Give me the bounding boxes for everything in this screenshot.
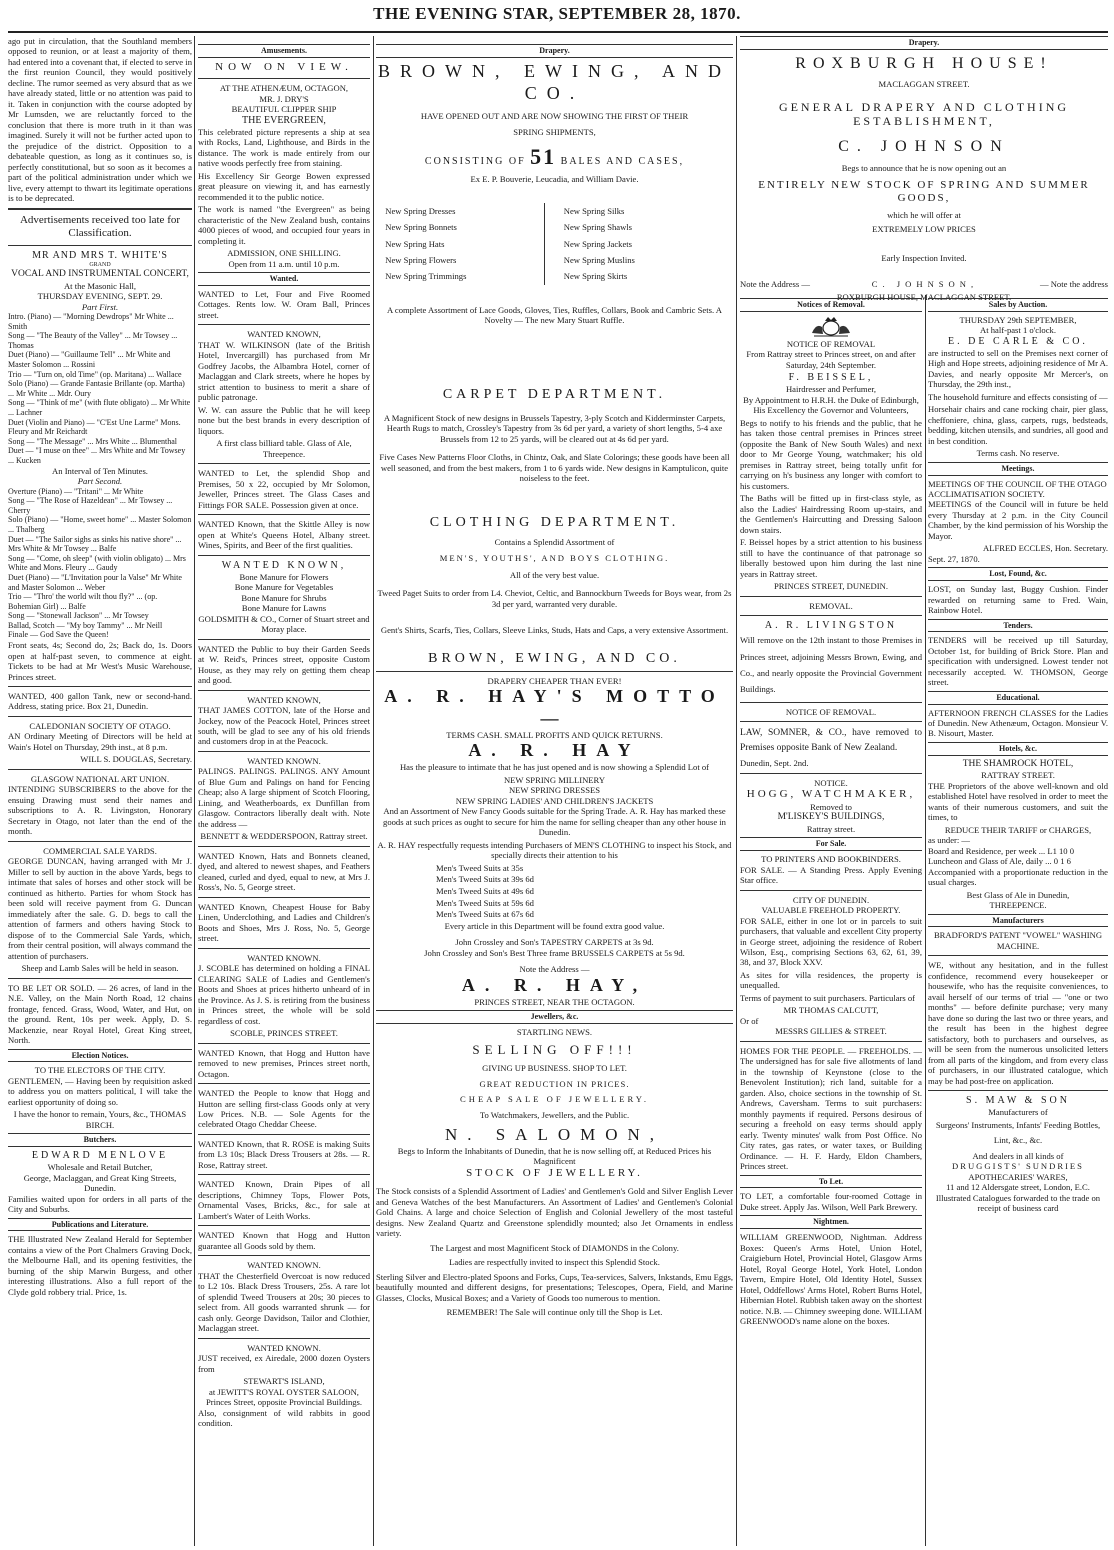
crossley-tapestry: John Crossley and Son's TAPESTRY CARPETS at 3s 9d. <box>455 937 654 948</box>
mens-clothing: MEN'S, YOUTHS', AND BOYS CLOTHING. <box>439 553 670 564</box>
reduction-text: Accompanied with a proportionate reduction in the usual charges. <box>928 866 1108 888</box>
beissel-text-2: The Baths will be fitted up in first-class style, as also the Ladies' Hairdressing Room up-stairs, and the Gentlemen's Haircutting and Dressing Saloon down stairs. <box>740 493 922 535</box>
beissel-appointment: By Appointment to H.R.H. the Duke of Edinburgh, His Excellency the Governor and Volunteers, <box>743 394 919 416</box>
commercial-notice: GEORGE DUNCAN, having arranged with Mr J. Miller to sell by auction in the above Yards, begs to intimate that sales of horses and other stock will be continued as hitherto. Parties for whom Stock has been sold will receive payment from G. Duncan immediately after the sale. G. D. begs to call the attention of farmers and others having Stock to dispose of to the Commercial Sale Yards, which, from their central position, will always command the attention of purchasers. <box>8 856 192 961</box>
or-of: Or of <box>740 1015 759 1026</box>
wilkinson-ad-3: A first class billiard table. Glass of Ale, Threepence. <box>216 438 352 459</box>
shamrock-text: THE Proprietors of the above well-known and old established Hotel have resolved in order to meet the wants of their numerous customers, and suit the times, to <box>928 780 1108 823</box>
threepence: THREEPENCE. <box>989 900 1047 911</box>
eccles-signature: ALFRED ECCLES, Hon. Secretary. <box>983 543 1108 554</box>
hogg-name: HOGG, WATCHMAKER, <box>746 788 916 801</box>
shipments-ex: Ex E. P. Bouverie, Leucadia, and William Davie. <box>470 174 639 185</box>
concert-date: THURSDAY EVENING, SEPT. 29. <box>37 291 163 302</box>
note-address-row <box>740 279 1108 289</box>
de-carle-text: are instructed to sell on the Premises next corner of High and Hope streets, adjoining residence of Mr A. Davies, and nearly opposite Mr Mercer's, on Thursday, the 29th inst., <box>928 347 1108 390</box>
hay-text-3: A. R. HAY respectfully requests intending Purchasers of MEN'S CLOTHING to inspect his Stock, and specially directs their attention to his <box>377 839 732 861</box>
best-ale: Best Glass of Ale in Dunedin, <box>966 889 1070 900</box>
section-header: Tenders. <box>928 619 1108 633</box>
glasgow-heading: GLASGOW NATIONAL ART UNION. <box>30 773 170 784</box>
evergreen-p2: His Excellency Sir George Bowen expressed great pleasure on viewing it, and has earnestly recommended it to the public notice. <box>198 170 370 202</box>
wanted-ad: WANTED Known, Drain Pipes of all descriptions, Chimney Tops, Flower Pots, Ornamental Vases, Bricks, &c., for sale at Lambert's Water of Leith Works. <box>198 1179 370 1221</box>
menlove-trade: Wholesale and Retail Butcher, <box>47 1162 153 1173</box>
section-header: Election Notices. <box>8 1049 192 1063</box>
section-header: Publications and Literature. <box>8 1218 192 1232</box>
column-divider <box>373 36 374 1546</box>
crossley-brussels: John Crossley and Son's Best Three frame BRUSSELS CARPETS at 5s 9d. <box>424 947 685 958</box>
printers-heading: TO PRINTERS AND BOOKBINDERS. <box>761 854 901 865</box>
wanted-ad: WANTED Known, Cheapest House for Baby Linen, Underclothing, and Ladies and Children's Boots and Shoes, Mrs J. Ross, No. 5, George street. <box>198 901 370 944</box>
column-1 <box>8 36 192 1546</box>
dry: MR. J. DRY'S <box>259 93 309 104</box>
removal-heading: REMOVAL. <box>809 600 853 611</box>
clipper: BEAUTIFUL CLIPPER SHIP <box>231 104 337 115</box>
section-header: Lost, Found, &c. <box>928 567 1108 581</box>
programme-part-1: Intro. (Piano) — "Morning Dewdrops" Mr White ... Smith Song — "The Beauty of the Valley" ... Mr Towsey ... Thomas Duet (Piano) — "Guillaume Tell" ... Mr White and Master Solomon ... Rossini Trio — "Turn on, old Time" (op. Maritana) ... Wallace Solo (Piano) — Grande Fantasie Brillante (op. Martha) ... Mr White ... Mdr. Oury Song — "Think of me" (with flute obligato) ... Mr White ... Lachner Duet (Violin and Piano) — "C'Est Une Larme" Mons. Fleury and Mr Reichardt Song — "The Message" ... Mrs White ... Blumenthal Duet — "I muse on thee" ... Mrs White and Mr Towsey ... Kucken <box>8 312 191 465</box>
electors-notice: GENTLEMEN, — Having been by requisition asked to address you on matters political, I will take the earliest opportunity of doing so. <box>8 1075 192 1107</box>
tender-notice: TENDERS will be received up till Saturday, October 1st, for building of Brick Store. Plan and specification with undersigned. Lowest tender not necessarily accepted. W. THOMSON, George street. <box>928 635 1108 688</box>
section-header: Butchers. <box>8 1133 192 1147</box>
carpet-text: A Magnificent Stock of new designs in Brussels Tapestry, 3-ply Scotch and Kidderminster Carpets, Hearth Rugs to match, Crossley's Tapestry from 3s 6d per yard, a variety of short lengths, 5-4 axe Brussels from 12 to 25 yards, will be cleared out at 4s 6d per yard. <box>383 412 726 444</box>
bradford-heading: BRADFORD'S PATENT "VOWEL" WASHING MACHINE. <box>933 930 1103 951</box>
great-reduction: GREAT REDUCTION IN PRICES. <box>479 1078 630 1089</box>
electors-heading: TO THE ELECTORS OF THE CITY. <box>34 1065 166 1076</box>
wanted-ad: WANTED Known, that the Skittle Alley is now open at White's Queens Hotel, Albany street. Wines, Spirits, and Beer of the first qualities. <box>198 519 370 551</box>
startling-news: STARTLING NEWS. <box>516 1026 593 1037</box>
column-divider <box>194 36 195 1546</box>
interval: An Interval of Ten Minutes. <box>52 465 148 476</box>
section-header: Jewellers, &c. <box>376 1010 733 1024</box>
luncheon-rate: Luncheon and Glass of Ale, daily ... 0 1 6 <box>928 856 1071 867</box>
begs-announce: Begs to announce that he is now opening out an <box>841 162 1007 173</box>
drapery-cheaper: DRAPERY CHEAPER THAN EVER! <box>487 675 622 686</box>
masthead: THE EVENING STAR, SEPTEMBER 28, 1870. <box>373 4 741 23</box>
spring-lists <box>376 203 733 285</box>
new-stock: ENTIRELY NEW STOCK OF SPRING AND SUMMER GOODS, <box>758 179 1090 205</box>
note-address-left: Note the Address — <box>740 279 810 290</box>
column-divider <box>736 36 737 1546</box>
greenwood-ad: WILLIAM GREENWOOD, Nightman. Address Boxes: Queen's Arms Hotel, Union Hotel, Craigieburn Hotel, Provincial Hotel, Glasgow Arms Hotel, Royal George Hotel, York Hotel, London Tavern, Empire Hotel, Old Identity Hotel, Sussex Hotel, Oddfellows' Arms Hotel, Robert Burns Hotel, Hibernian Hotel. Rubbish taken away on the shortest notice. N.B. — Chimney sweeping done. WILLIAM GREENWOOD's name alone on the boxes. <box>740 1232 922 1327</box>
wilkinson-ad: THAT W. WILKINSON (late of the British Hotel, Invercargill) has purchased from Mr Godfrey Jacobs, the Albambra Hotel, corner of Maclaggan and Clark streets, where he hopes by strict attention to business to merit a share of public patronage. <box>198 339 370 403</box>
wanted-known-heading: WANTED KNOWN. <box>247 1342 321 1353</box>
section-header: Hotels, &c. <box>928 742 1108 756</box>
eccles-date: Sept. 27, 1870. <box>928 553 980 564</box>
auction-time: At half-past 1 o'clock. <box>979 325 1056 336</box>
notice-heading: NOTICE. <box>814 777 848 788</box>
concert-grand: GRAND <box>89 261 111 268</box>
beissel-name: F. BEISSEL, <box>788 372 874 384</box>
brown-ewing-heading: BROWN, EWING, AND CO. <box>378 60 731 103</box>
masthead-rule <box>8 31 1108 33</box>
evergreen-p3: The work is named "the Evergreen" as being characteristic of the New Zealand bush, contains 4000 pieces of wood, and occupied four years in completing it. <box>198 204 370 246</box>
concert-footer: Front seats, 4s; Second do, 2s; Back do, 1s. Doors open at half-past seven, to commence at eight. Tickets to be had at Mr West's Music Warehouse, Princes street. <box>8 640 192 682</box>
column-4 <box>740 295 922 1546</box>
cheap-sale: CHEAP SALE OF JEWELLERY. <box>460 1094 649 1105</box>
beissel-trade: Hairdresser and Perfumer, <box>785 384 877 395</box>
reduce-tariff: REDUCE THEIR TARIFF or CHARGES, <box>944 824 1092 835</box>
brown-ewing-footer: BROWN, EWING, AND CO. <box>428 650 681 666</box>
wanted-ad: WANTED the People to know that Hogg and Hutton are selling first-class Goods only at very Low Prices. N.B. — Sole Agents for the celebrated Otago Cheddar Cheese. <box>198 1088 370 1130</box>
bales-count: 51 <box>530 143 557 169</box>
law-somner-date: Dunedin, Sept. 2nd. <box>740 758 809 769</box>
consisting-line <box>376 144 733 171</box>
section-header: Educational. <box>928 691 1108 705</box>
salomon-text: The Stock consists of a Splendid Assortment of Ladies' and Gentlemen's Gold and Silver English Lever and Geneva Watches of the best Manufacturers. An Assortment of Ladies' and Gentlemen's Colonial Gold Chains. A large and choice Selection of English and Colonial Jewellery of the most tasteful designs. New Zealand Quartz and Greenstone splendidly mounted; also Jet Ornaments in endless variety. <box>376 1186 733 1239</box>
wanted-ad: WANTED Known, Hats and Bonnets cleaned, dyed, and altered to newest shapes, and Feathers cleaned, curled and dyed, equal to new, at Mrs J. Ross's, No. 5, George street. <box>198 850 370 893</box>
evergreen-p1: This celebrated picture represents a ship at sea with Rocks, Land, Lighthouse, and Birds in the distance. The work is made entirely from our native woods perfectly free from staining. <box>198 126 370 169</box>
wanted-tank-ad: WANTED, 400 gallon Tank, new or second-hand. Address, stating price. Box 21, Dunedin. <box>8 691 192 712</box>
general-drapery: GENERAL DRAPERY AND CLOTHING ESTABLISHMENT, <box>778 99 1070 129</box>
consisting-label: CONSISTING OF <box>424 155 526 167</box>
giving-up: GIVING UP BUSINESS. SHOP TO LET. <box>482 1063 627 1074</box>
wanted-ad: WANTED to Let, Four and Five Roomed Cottages. Rents low. W. Oram Ball, Princes street. <box>198 288 370 320</box>
royal-crest-icon <box>808 315 854 337</box>
rabbits: Also, consignment of wild rabbits in good condition. <box>198 1407 370 1429</box>
athenaeum: AT THE ATHENÆUM, OCTAGON, <box>219 83 349 94</box>
removed-to: Removed to <box>810 801 852 812</box>
french-classes: AFTERNOON FRENCH CLASSES for the Ladies of Dunedin. New Athenæum, Octagon. Monsieur V. B. Nisourt, Master. <box>928 707 1108 739</box>
carpet-heading: CARPET DEPARTMENT. <box>442 386 667 402</box>
spring-list-b: New Spring Silks New Spring Shawls New Spring Jackets New Spring Muslins New Spring Skirts <box>563 205 635 282</box>
de-carle-name: E. DE CARLE & CO. <box>948 335 1088 347</box>
de-carle-text-3: Horsehair chairs and cane rocking chair, pier glass, cheffoniere, china, glass, carpets, rugs, bedsteads, bedding, kitchen utensils, and sundries, all good and in best condition. <box>928 404 1108 446</box>
wanted-ad: WANTED to Let, the splendid Shop and Premises, 50 x 22, occupied by Mr Solomon, Jeweller, Princes street. The Glass Cases and Fittings FOR SALE. Possession given at once. <box>198 468 370 510</box>
hay-items: NEW SPRING MILLINERY NEW SPRING DRESSES NEW SPRING LADIES' AND CHILDREN'S JACKETS <box>455 774 654 806</box>
concert-venue: At the Masonic Hall, <box>63 280 137 291</box>
bradford-text: WE, without any hesitation, and in the fullest confidence, recommend every housekeeper or housewife, who has the requisite conveniences, to avail herself of our terms of trial — "one or two months" — before definite purchase; very many have done so during the last two or three years, and the result has been in the highest degree satisfactory, both to purchasers and ourselves, as will be seen from the numerous unsolicited letters from all parts of the kingdom, and from every class of purchasers, in our illustrated catalogue, which may be had post-free on application. <box>928 960 1108 1086</box>
diamonds: The Largest and most Magnificent Stock of DIAMONDS in the Colony. <box>430 1242 679 1253</box>
wanted-ad: WANTED the Public to buy their Garden Seeds at W. Reid's, Princes street, opposite Custom House, as they may rely on getting them cheap and good. <box>198 643 370 686</box>
rattray-street: Rattray street. <box>806 823 856 834</box>
goldsmith-signature: GOLDSMITH & CO., Corner of Stuart street and Moray place. <box>198 613 370 635</box>
to-let-cottage: TO LET, a comfortable four-roomed Cottage in Duke street. Apply Jas. Wilson, Well Park Brewery. <box>740 1191 922 1212</box>
commercial-footer: Sheep and Lamb Sales will be held in season. <box>21 963 179 974</box>
druggists-sundries: DRUGGISTS' SUNDRIES <box>952 1161 1084 1172</box>
remember: REMEMBER! The Sale will continue only till the Shop is Let. <box>446 1307 663 1318</box>
hay-name: A. R. HAY <box>468 740 641 761</box>
early-inspection: Early Inspection Invited. <box>881 252 967 263</box>
scoble-signature: SCOBLE, PRINCES STREET. <box>230 1028 338 1039</box>
de-carle-text-2: The household furniture and effects consisting of — <box>928 391 1108 402</box>
selling-off: SELLING OFF!!! <box>472 1042 637 1058</box>
concert-title: MR AND MRS T. WHITE'S <box>32 249 168 261</box>
calcutt: MR THOMAS CALCUTT, <box>783 1005 879 1016</box>
maw-name: S. MAW & SON <box>966 1095 1070 1107</box>
bone-manure-list: Bone Manure for Flowers Bone Manure for Vegetables Bone Manure for Shrubs Bone Manure for Lawns <box>234 571 334 614</box>
wanted-known-heading: WANTED KNOWN, <box>247 329 321 340</box>
commercial-heading: COMMERCIAL SALE YARDS. <box>43 845 157 856</box>
part-first: Part First. <box>81 301 119 312</box>
gents-text: Gent's Shirts, Scarfs, Ties, Collars, Sleeve Links, Studs, Hats and Caps, a very extensive Assortment. <box>380 625 729 636</box>
section-header: Notices of Removal. <box>740 298 922 312</box>
low-prices: EXTREMELY LOW PRICES <box>872 224 976 235</box>
law-somner-text: LAW, SOMNER, & CO., have removed to Premises opposite Bank of New Zealand. <box>740 728 922 754</box>
caledonian-signature: WILL S. DOUGLAS, Secretary. <box>80 754 192 765</box>
section-header: To Let. <box>740 1175 922 1189</box>
wanted-known-heading: WANTED KNOWN, <box>221 559 347 571</box>
section-header: Sales by Auction. <box>928 298 1108 312</box>
lace-goods: A complete Assortment of Lace Goods, Gloves, Ties, Ruffles, Collars, Book and Cambric Sets. A Novelty — The new Mary Stuart Ruffle. <box>387 304 722 326</box>
roxburgh-house-ad <box>740 36 1108 302</box>
catalogues: Illustrated Catalogues forwarded to the trade on receipt of business card <box>935 1192 1101 1214</box>
tweed-text: Tweed Paget Suits to order from L4. Cheviot, Celtic, and Bannockburn Tweeds for Boys wear, from 2s 3d per yard, warranted very durable. <box>377 588 732 609</box>
hay-intro: Has the pleasure to intimate that he has just opened and is now showing a Splendid Lot of <box>399 762 710 773</box>
cotton-ad: THAT JAMES COTTON, late of the Horse and Jockey, now of the Peacock Hotel, Princes street south, will be glad to see any of his old friends and customers drop in at the Peacock. <box>198 705 370 747</box>
best-value: All of the very best value. <box>509 569 600 580</box>
hay-motto: A. R. HAY'S MOTTO — <box>384 686 725 729</box>
hay-name-2: A. R. HAY, <box>461 974 648 995</box>
hay-text-4: Every article in this Department will be found extra good value. <box>444 920 665 931</box>
johnson-name: C. JOHNSON <box>838 138 1010 155</box>
note-address: Note the Address — <box>519 964 590 975</box>
part-second: Part Second. <box>77 476 123 487</box>
wanted-known-heading: WANTED KNOWN. <box>247 1260 321 1271</box>
mliskey-buildings: M'LISKEY'S BUILDINGS, <box>777 812 885 823</box>
concert-subtitle: VOCAL AND INSTRUMENTAL CONCERT, <box>11 269 189 280</box>
maw-sub: Manufacturers of <box>988 1107 1048 1118</box>
sterling-silver: Sterling Silver and Electro-plated Spoons and Forks, Cups, Tea-services, Salvers, Inkstands, Emu Eggs, beautifully mounted and different designs, for presentations; Telescopes, Opera, Field, and Marine Glasses, Clocks, Musical Boxes; and a Variety of Goods too numerous to mention. <box>376 1271 733 1303</box>
opened-line: HAVE OPENED OUT AND ARE NOW SHOWING THE FIRST OF THEIR <box>420 110 689 121</box>
programme-part-2: Overture (Piano) — "Tritani" ... Mr White Song — "The Rose of Hazeldean" ... Mr Towsey ... Cherry Solo (Piano) — "Home, sweet home" ... Master Solomon ... Thalberg Duet — "The Sailor sighs as sinks his native shore" ... Mrs White & Mr Towsey ... Balfe Song — "Come, oh sleep" (with violin obligato) ... Mrs White and Mons. Fleury ... Gaudy Duet (Piano) — "L'Invitation pour la Valse" Mr White and Master Solomon ... Weber Trio — "Thro' the world wilt thou fly?" ... (op. Bohemian Girl) ... Balfe Song — "Stonewall Jackson" ... Mr Towsey Ballad, Scotch — "My boy Tammy" ... Mr Neill Finale — God Save the Queen! <box>8 486 192 640</box>
notice-of-removal: NOTICE OF REMOVAL <box>786 338 876 349</box>
scoble-ad: J. SCOBLE has determined on holding a FINAL CLEARING SALE of Ladies and Gentlemen's Boots and Shoes at prices hitherto unheard of in the Province. As J. S. is retiring from the business in Princes street, the whole will be sold regardless of cost. <box>198 963 370 1026</box>
floor-cloth-text: Five Cases New Patterns Floor Cloths, in Chintz, Oak, and Slate Colorings; these goods have been all well seasoned, and from the best makers, from 1 to 6 yards wide. New designs in Kamptulicon, quite noiseless to the feet. <box>379 452 730 484</box>
maw-products: Surgeons' Instruments, Infants' Feeding Bottles, Lint, &c., &c. <box>935 1119 1101 1146</box>
aldersgate: 11 and 12 Aldersgate street, London, E.C. <box>946 1182 1090 1193</box>
removal-from: From Rattray street to Princes street, on and after Saturday, 24th September. <box>746 349 916 370</box>
caledonian-notice: AN Ordinary Meeting of Directors will be held at Wain's Hotel on Thursday, 29th inst., at 8 p.m. <box>8 731 192 752</box>
maclaggan-street: MACLAGGAN STREET. <box>878 79 970 90</box>
invited: Ladies are respectfully invited to inspect this Splendid Stock. <box>449 1257 660 1268</box>
stock-of-jewellery: STOCK OF JEWELLERY. <box>466 1166 643 1179</box>
beissel-address: PRINCES STREET, DUNEDIN. <box>774 581 888 592</box>
hay-text-2: And an Assortment of New Fancy Goods suitable for the Spring Trade. A. R. Hay has marked these goods at such prices as ought to secure for him the name for selling cheaper than any other house in Dunedin. <box>383 806 726 838</box>
livingston-text: Will remove on the 12th instant to those Premises in Princes street, adjoining Messrs Brown, Ewing, and Co., and nearly opposite the Provincial Government Buildings. <box>740 635 922 695</box>
offer-at: which he will offer at <box>887 209 961 220</box>
column-3 <box>376 36 733 1546</box>
section-header: Drapery. <box>376 44 733 58</box>
oysters-ad: JUST received, ex Airedale, 2000 dozen Oysters from <box>198 1353 370 1374</box>
wanted-known-heading: WANTED KNOWN. <box>247 952 321 963</box>
menlove-name: EDWARD MENLOVE <box>31 1149 169 1161</box>
wilkinson-ad-2: W. W. can assure the Public that he will keep none but the best brands in every description of liquors. <box>198 404 370 436</box>
wanted-known-heading: WANTED KNOWN, <box>247 694 321 705</box>
to-let-notice: TO BE LET OR SOLD. — 26 acres, of land in the N.E. Valley, on the Main North Road, 12 chains frontage, fenced. Grass, Wood, Water, and Hut, on the ground. Rent, 10s per week. Apply, D. S. Mackenzie, near Royal Hotel, Great King street, North. <box>8 982 192 1046</box>
section-header: Amusements. <box>198 44 370 58</box>
tweed-suit-list: Men's Tweed Suits at 35s Men's Tweed Suits at 39s 6d Men's Tweed Suits at 49s 6d Men's Tweed Suits at 59s 6d Men's Tweed Suits at 67s 6d <box>436 862 534 920</box>
press-for-sale: FOR SALE. — A Standing Press. Apply Evening Star office. <box>740 864 922 886</box>
jewitt-saloon: at JEWITT'S ROYAL OYSTER SALOON, Princes Street, opposite Provincial Buildings. <box>205 1386 363 1408</box>
freehold-text: FOR SALE, either in one lot or in parcels to suit purchasers, that valuable and excellent City property in George street, adjoining the residence of Robert Wilson, Esq., comprising Sections 63, 62, 61, 39, 38, and 37, Block XXV. <box>740 915 922 968</box>
section-header: Wanted. <box>198 272 370 286</box>
board-rate: Board and Residence, per week ... L1 10 0 <box>928 845 1075 856</box>
glasgow-notice: INTENDING SUBSCRIBERS to the above for the ensuing Drawing must send their names and subscriptions to A. R. Livingston, Honorary Secretary in Otago, not later than the end of the month. <box>8 784 192 837</box>
electors-signature: I have the honor to remain, Yours, &c., THOMAS BIRCH. <box>13 1109 187 1130</box>
livingston-name: A. R. LIVINGSTON <box>764 620 898 632</box>
freehold-text-2: As sites for villa residences, the property is unequalled. <box>740 969 922 991</box>
salomon-name: N. SALOMON, <box>444 1125 665 1145</box>
freehold-heading: VALUABLE FREEHOLD PROPERTY. <box>761 905 901 916</box>
city-of-dunedin: CITY OF DUNEDIN. <box>792 894 870 905</box>
to-watchmakers: To Watchmakers, Jewellers, and the Public. <box>479 1109 630 1120</box>
column-5 <box>928 295 1108 1546</box>
johnson-name-2: C. JOHNSON, <box>871 279 979 290</box>
meeting-heading: MEETINGS OF THE COUNCIL OF THE OTAGO ACCLIMATISATION SOCIETY. <box>928 478 1107 499</box>
auction-date: THURSDAY 29th SEPTEMBER, <box>959 314 1077 325</box>
davidson-ad: THAT the Chesterfield Overcoat is now reduced to L2 10s. Black Dress Trousers, 25s. A rare lot of splendid Tweed Trousers at 20s; 30 pieces to select from. All goods warranted shrunk — for cash only. George Davidson, Tailor and Clothier, Maclaggan street. <box>198 1270 370 1334</box>
notice-of-removal-2: NOTICE OF REMOVAL. <box>785 706 877 717</box>
now-on-view: NOW ON VIEW. <box>215 60 353 73</box>
shamrock-name: THE SHAMROCK HOTEL, <box>962 758 1074 769</box>
salomon-intro: Begs to Inform the Inhabitants of Dunedin, that he is now selling off, at Reduced Prices his Magnificent <box>397 1145 712 1167</box>
caledonian-heading: CALEDONIAN SOCIETY OF OTAGO. <box>29 720 171 731</box>
section-header: Nightmen. <box>740 1215 922 1229</box>
gillies-street: MESSRS GILLIES & STREET. <box>775 1026 887 1037</box>
section-header: Meetings. <box>928 462 1108 476</box>
auction-terms: Terms cash. No reserve. <box>976 448 1060 459</box>
freehold-terms: Terms of payment to suit purchasers. Particulars of <box>740 992 916 1003</box>
shamrock-street: RATTRAY STREET. <box>981 770 1055 781</box>
wanted-ad: WANTED Known, that Hogg and Hutton have removed to new premises, Princes street north, Octagon. <box>198 1047 370 1079</box>
clothing-contains: Contains a Splendid Assortment of <box>494 536 615 547</box>
herald-notice: THE Illustrated New Zealand Herald for September contains a view of the Port Chalmers Graving Dock, the Melbourne Hall, and its opening festivities, the burning of the ship Marwin Burgess, and other interesting illustrations. Also a full report of the Clyde gold robbery trial. Price, 1s. <box>8 1234 192 1297</box>
lost-notice: LOST, on Sunday last, Buggy Cushion. Finder rewarded on returning same to Fred. Wain, Rainbow Hotel. <box>928 584 1108 616</box>
hay-terms: TERMS CASH. SMALL PROFITS AND QUICK RETURNS. <box>446 729 663 740</box>
wanted-known-heading: WANTED KNOWN. <box>247 755 321 766</box>
spring-list-a: New Spring Dresses New Spring Bonnets New Spring Hats New Spring Flowers New Spring Trimmings <box>385 203 545 285</box>
as-under: as under: — <box>928 835 971 846</box>
article-continuation: ago put in circulation, that the Southland members opposed to reunion, or at least a majority of them, had entered into a covenant that, if elected to serve in the first reunion Council, they would positively decline. The rumor seemed as very absurd that as we have already stated, little or no attention was paid to it. Taken in conjunction with the course adopted by Mr Lumsden, we are reluctantly forced to the conclusion that there is more truth in it than was imagined. Surely it will not be further acted upon to the prejudice of the district. Opposition to a debateable question, as long as it continues so, is perfectly constitutional, but so soon as it becomes a part of the political administration under which we live, every attempt to thwart its legitimate operations is to be deprecated. <box>8 36 192 204</box>
spring-shipments: SPRING SHIPMENTS, <box>513 127 596 138</box>
stewart-island: STEWART'S ISLAND, <box>243 1376 325 1387</box>
opening-hours: Open from 11 a.m. until 10 p.m. <box>228 258 340 269</box>
section-header: Drapery. <box>740 36 1108 50</box>
hay-address: PRINCES STREET, NEAR THE OCTAGON. <box>474 996 635 1007</box>
section-header: Manufacturers <box>928 914 1108 928</box>
clothing-heading: CLOTHING DEPARTMENT. <box>429 514 680 530</box>
column-divider <box>925 295 926 1546</box>
dealers: And dealers in all kinds of <box>972 1150 1064 1161</box>
roxburgh-heading: ROXBURGH HOUSE! <box>795 54 1053 72</box>
meeting-text: MEETINGS of the Council will in future be held every Thursday at 2 p.m. in the City Council Chamber, by the kind permission of his Worship the Mayor. <box>928 499 1108 541</box>
bennett-signature: BENNETT & WEDDERSPOON, Rattray street. <box>200 831 368 842</box>
wanted-ad: WANTED Known that Hogg and Hutton guarantee all Goods sold by them. <box>198 1230 370 1251</box>
beissel-text: Begs to notify to his friends and the public, that he has taken those central premises in Princes street (opposite the Bank of New South Wales) and next door to Mr George Young, watchmaker; his old premises in Rattray street, being totally unfit for carrying on h's business any longer with comfort to his customers. <box>740 417 922 491</box>
homes-for-people: HOMES FOR THE PEOPLE. — FREEHOLDS. — The undersigned has for sale five allotments of land in the township of Keynstone (close to the Benevolent Institution); rich land, suitable for a garden. Also, choice sections in the township of St. Andrews, Caversham. Terms to suit purchasers: monthly payments if required. Persons desirous of securing a freehold on easy terms should apply early. Twenty minutes' walk from Post Office. No City rates, gas rates, or water taxes, or Building Ordinance. — H. F. Hardy, Eldon Chambers, Princes street. <box>740 1045 922 1172</box>
evergreen: THE EVERGREEN, <box>242 114 326 126</box>
roxburgh-address: ROXBURGH HOUSE, MACLAGGAN STREET. <box>836 291 1012 302</box>
bales-label: BALES AND CASES, <box>560 155 685 167</box>
section-header: For Sale. <box>740 837 922 851</box>
palings-ad: PALINGS. PALINGS. PALINGS. ANY Amount of Blue Gum and Palings on hand for Fencing Cheap; also A large shipment of Scotch Flooring, Lining, and Weatherboards, ex Dunfillan from Glasgow. Contractors liberally dealt with. Note the address — <box>198 766 370 829</box>
wanted-ad: WANTED Known, that R. ROSE is making Suits from L3 10s; Black Dress Trousers at 28s. — R. Rose, Rattray street. <box>198 1138 370 1170</box>
admission: ADMISSION, ONE SHILLING. <box>227 248 341 259</box>
beissel-text-3: F. Beissel hopes by a strict attention to his business still to have the continuance of that patronage so liberally bestowed upon him during the last nine years in Rattray street. <box>740 537 922 579</box>
column-2 <box>198 36 370 1546</box>
late-ads-heading: Advertisements received too late for Classification. <box>19 213 181 240</box>
menlove-footer: Families waited upon for orders in all parts of the City and Suburbs. <box>8 1193 192 1215</box>
menlove-address: George, Maclaggan, and Great King Streets, Dunedin. <box>23 1172 177 1194</box>
apothecaries: APOTHECARIES' WARES, <box>968 1171 1068 1182</box>
note-address-right: — Note the address <box>1039 279 1108 290</box>
